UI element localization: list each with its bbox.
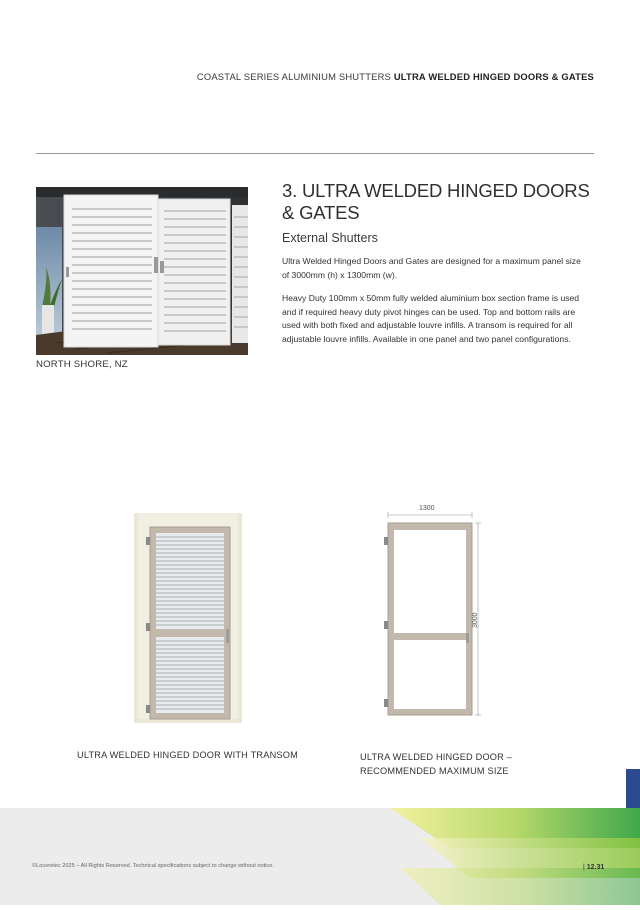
door-max-caption-line2: RECOMMENDED MAXIMUM SIZE bbox=[360, 766, 509, 776]
page-number: | 12.31 bbox=[583, 864, 605, 871]
height-dimension-label: 3000 bbox=[472, 612, 479, 628]
section-subtitle: External Shutters bbox=[282, 231, 378, 245]
page-header bbox=[197, 71, 594, 82]
header-series: COASTAL SERIES ALUMINIUM SHUTTERS bbox=[196, 71, 392, 82]
header-divider bbox=[36, 153, 594, 154]
door-transom-caption: ULTRA WELDED HINGED DOOR WITH TRANSOM bbox=[77, 750, 298, 760]
door-max-caption-line1: ULTRA WELDED HINGED DOOR – bbox=[360, 752, 513, 762]
door-with-transom-illustration bbox=[134, 513, 242, 728]
door-max-caption bbox=[360, 750, 512, 778]
width-dimension-label: 1300 bbox=[419, 505, 435, 512]
footer-graphic bbox=[380, 808, 640, 910]
photo-caption: NORTH SHORE, NZ bbox=[36, 359, 128, 370]
detail-paragraph: Heavy Duty 100mm x 50mm fully welded aluminium box section frame is used and if required heavy duty pivot hinges can be used. Top and bottom rails are used with both fixed and adjustable louvre infills. A transom is required for all adjustable louvre infills. Available in one panel and two panel configurations. bbox=[282, 293, 580, 344]
section-title: 3. ULTRA WELDED HINGED DOORS & GATES bbox=[282, 180, 590, 223]
shutter-photo bbox=[36, 187, 248, 355]
intro-paragraph: Ultra Welded Hinged Doors and Gates are designed for a maximum panel size of 3000mm (h) x 1300mm (w). bbox=[282, 256, 581, 280]
footer-copyright: ©Louvretec 2025 – All Rights Reserved. Technical specifications subject to change without notice. bbox=[32, 863, 274, 869]
page-number-value: 12.31 bbox=[586, 864, 605, 871]
header-product: ULTRA WELDED HINGED DOORS & GATES bbox=[393, 71, 594, 82]
